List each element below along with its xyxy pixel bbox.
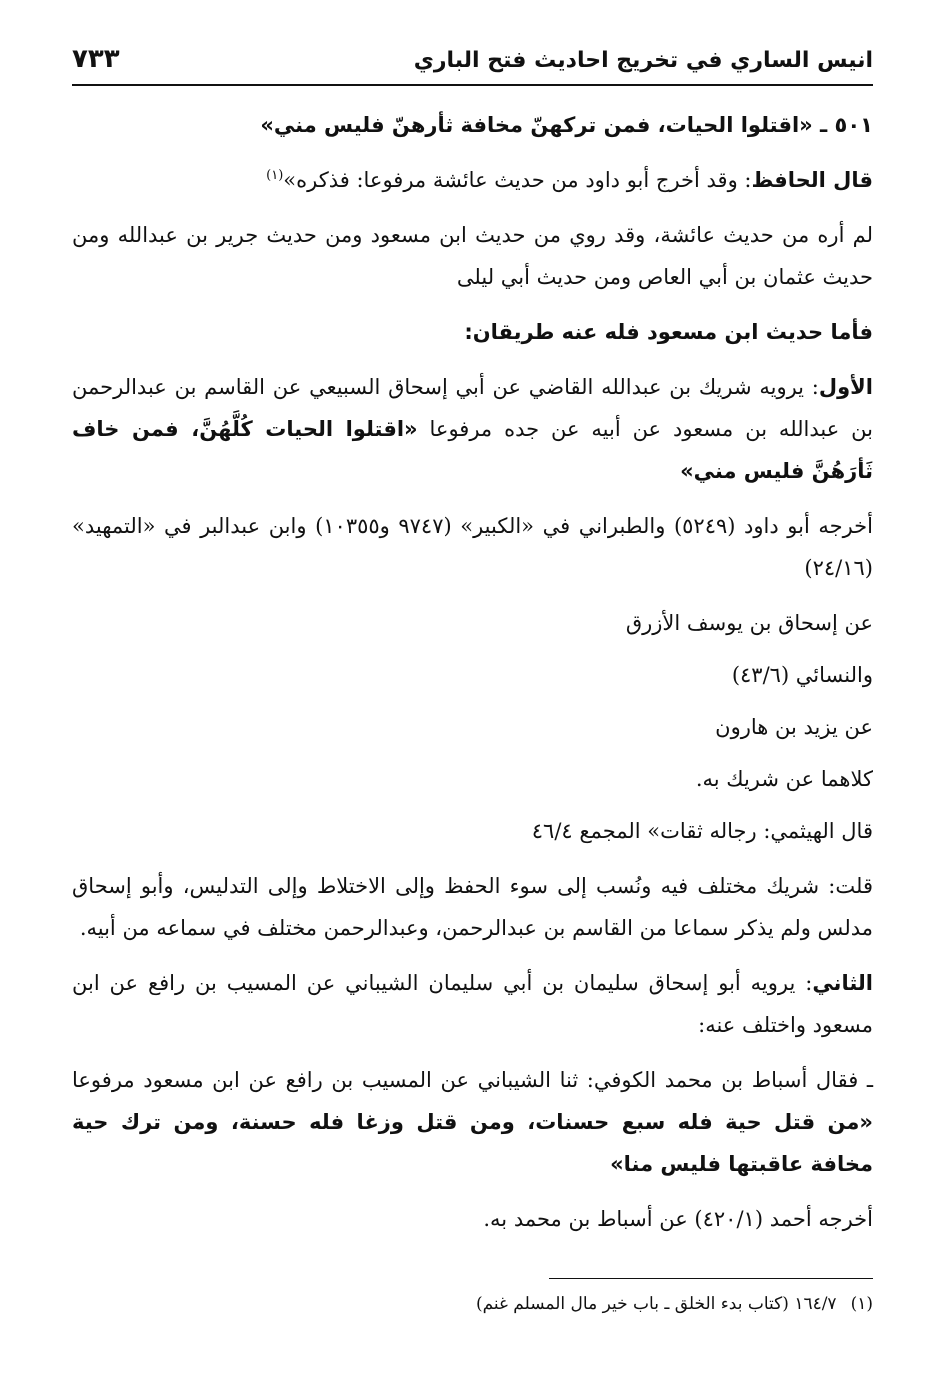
page-body <box>72 104 873 1253</box>
paragraph-haythami: قال الهيثمي: رجاله ثقات» المجمع ٤٦/٤ <box>531 819 873 843</box>
paragraph-ahmad: أخرجه أحمد (٤٢٠/١) عن أسباط بن محمد به. <box>483 1207 873 1231</box>
footnote-text: ١٦٤/٧ (كتاب بدء الخلق ـ باب خير مال المسلم غنم) <box>475 1294 837 1314</box>
first-path-quote: «اقتلوا الحيات كُلَّهُنَّ، فمن خاف ثَأرَهُنَّ فليس مني» <box>72 417 873 483</box>
paragraph-nasai: والنسائي (٤٣/٦) <box>731 663 873 687</box>
page-number: ٧٣٣ <box>72 44 120 74</box>
hafiz-statement <box>72 159 873 201</box>
second-path-label: الثاني <box>812 971 873 995</box>
asbat-quote: «من قتل حية فله سبع حسنات، ومن قتل وزغا فله حسنة، ومن ترك حية مخافة عاقبتها فليس منا» <box>72 1110 873 1176</box>
hafiz-text: : وقد أخرج أبو داود من حديث عائشة مرفوعا: فذكره» <box>283 168 752 192</box>
running-title: انيس الساري في تخريج احاديث فتح الباري <box>413 48 873 73</box>
footnote-number: (١) <box>850 1294 873 1314</box>
paragraph-both: كلاهما عن شريك به. <box>695 767 873 791</box>
first-path-label: الأول <box>818 375 873 399</box>
footnote-reference: (١) <box>266 168 284 183</box>
paragraph-yazid: عن يزيد بن هارون <box>715 715 873 739</box>
paragraph-first-path <box>72 366 873 492</box>
footnote-divider <box>549 1278 873 1279</box>
hadith-text: «اقتلوا الحيات، فمن تركهنّ مخافة ثأرهنّ فليس مني» <box>260 113 813 137</box>
footnote <box>72 1290 873 1318</box>
paragraph-two-paths: فأما حديث ابن مسعود فله عنه طريقان: <box>464 320 873 344</box>
page-header <box>72 38 873 86</box>
paragraph-second-path <box>72 962 873 1046</box>
paragraph-not-found: لم أره من حديث عائشة، وقد روي من حديث ابن مسعود ومن حديث جرير بن عبدالله ومن حديث عثمان بن أبي العاص ومن حديث أبي ليلى <box>72 223 873 289</box>
paragraph-asbat <box>72 1059 873 1185</box>
asbat-text: ـ فقال أسباط بن محمد الكوفي: ثنا الشيباني عن المسيب بن رافع عن ابن مسعود مرفوعا <box>72 1068 873 1092</box>
hadith-heading <box>72 104 873 146</box>
hafiz-label: قال الحافظ <box>751 168 873 192</box>
second-path-text: : يرويه أبو إسحاق سليمان بن أبي سليمان الشيباني عن المسيب بن رافع عن ابن مسعود واختلف عنه: <box>72 971 873 1037</box>
hadith-number: ٥٠١ ـ <box>812 113 873 137</box>
paragraph-author-comment: قلت: شريك مختلف فيه ونُسب إلى سوء الحفظ وإلى الاختلاط وإلى التدليس، وأبو إسحاق مدلس ولم يذكر سماعا من القاسم بن عبدالرحمن، وعبدالرحمن مختلف في سماعه من أبيه. <box>72 874 873 940</box>
paragraph-takhrij: أخرجه أبو داود (٥٢٤٩) والطبراني في «الكبير» (٩٧٤٧ و١٠٣٥٥) وابن عبدالبر في «التمهيد» (٢٤/١٦) <box>72 514 873 580</box>
paragraph-ishaq: عن إسحاق بن يوسف الأزرق <box>625 611 873 635</box>
first-path-text: : يرويه شريك بن عبدالله القاضي عن أبي إسحاق السبيعي عن القاسم بن عبدالرحمن بن عبدالله بن مسعود عن أبيه عن جده مرفوعا <box>72 375 873 441</box>
